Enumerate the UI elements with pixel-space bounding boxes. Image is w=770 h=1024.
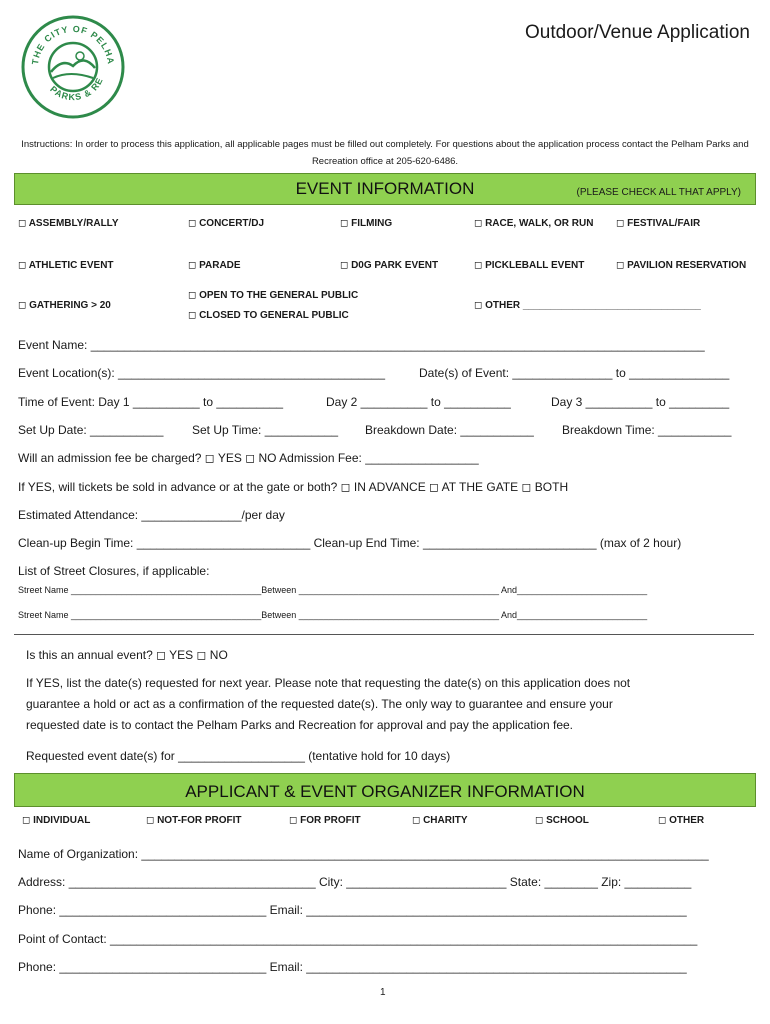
checkbox-other-applicant[interactable]: ◻ OTHER [658,815,705,826]
cleanup-field[interactable]: Clean-up Begin Time: __________________________ Clean-up End Time: __________________________ (max of 2 hour) [18,536,682,550]
checkbox-closed-public[interactable]: ◻ CLOSED TO GENERAL PUBLIC [188,310,349,321]
organization-field[interactable]: Name of Organization: _____________________________________________________________________________________ [18,847,709,861]
requested-dates-field[interactable]: Requested event date(s) for ___________________ (tentative hold for 10 days) [26,749,451,763]
phone-email-field-2[interactable]: Phone: _______________________________ Email: _________________________________________________________ [18,960,687,974]
annual-paragraph-line-2: guarantee a hold or act as a confirmation of the requested date(s). The only way to guarantee and ensure your [26,697,613,711]
checkbox-open-public[interactable]: ◻ OPEN TO THE GENERAL PUBLIC [188,290,359,301]
checkbox-gathering[interactable]: ◻ GATHERING > 20 [18,300,111,311]
checkbox-race[interactable]: ◻ RACE, WALK, OR RUN [474,218,594,229]
checkbox-pavilion[interactable]: ◻ PAVILION RESERVATION [616,260,747,271]
page-number: 1 [380,987,386,998]
event-info-title: EVENT INFORMATION [295,179,475,198]
checkbox-other-event[interactable]: ◻ OTHER ________________________________ [474,300,701,311]
address-field[interactable]: Address: _____________________________________ City: ________________________ State: ________ Zip: __________ [18,875,692,889]
applicant-header [14,773,756,807]
checkbox-dog-park[interactable]: ◻ D0G PARK EVENT [340,260,439,271]
checkbox-for-profit[interactable]: ◻ FOR PROFIT [289,815,361,826]
event-info-note: (PLEASE CHECK ALL THAT APPLY) [576,187,741,198]
time-day1-field[interactable]: Time of Event: Day 1 __________ to __________ [18,395,284,409]
event-location-field[interactable]: Event Location(s): ________________________________________ [18,366,386,380]
checkbox-assembly[interactable]: ◻ ASSEMBLY/RALLY [18,218,119,229]
street-closure-row-2[interactable]: Street Name ______________________________________Between ________________________________________ And__________________________ [18,610,648,620]
event-dates-field[interactable]: Date(s) of Event: _______________ to _______________ [419,366,730,380]
time-day2-field[interactable]: Day 2 __________ to __________ [326,395,511,409]
time-day3-field[interactable]: Day 3 __________ to _________ [551,395,730,409]
annual-paragraph-line-3: requested date is to contact the Pelham Parks and Recreation for approval and pay the application fee. [26,718,574,732]
logo-text-bottom: PARKS & RE [48,75,106,103]
checkbox-school[interactable]: ◻ SCHOOL [535,815,589,826]
setup-date-field[interactable]: Set Up Date: ___________ [18,423,164,437]
breakdown-date-field[interactable]: Breakdown Date: ___________ [365,423,534,437]
event-name-field[interactable]: Event Name: ____________________________________________________________________________________________ [18,338,705,352]
checkbox-athletic[interactable]: ◻ ATHLETIC EVENT [18,260,114,271]
point-of-contact-field[interactable]: Point of Contact: ________________________________________________________________________________________ [18,932,698,946]
logo-text-top: THE CITY OF PELHA [29,23,117,66]
checkbox-festival[interactable]: ◻ FESTIVAL/FAIR [616,218,701,229]
annual-event-question[interactable]: Is this an annual event? ◻ YES ◻ NO [26,648,228,662]
attendance-field[interactable]: Estimated Attendance: _______________/per day [18,508,285,522]
checkbox-pickleball[interactable]: ◻ PICKLEBALL EVENT [474,260,585,271]
checkbox-not-for-profit[interactable]: ◻ NOT-FOR PROFIT [146,815,242,826]
setup-time-field[interactable]: Set Up Time: ___________ [192,423,339,437]
svg-text:THE CITY OF PELHAM [20,14,116,65]
city-logo [20,14,126,120]
annual-paragraph-line-1: If YES, list the date(s) requested for next year. Please note that requesting the date(s) on this application does not [26,676,631,690]
checkbox-filming[interactable]: ◻ FILMING [340,218,393,229]
checkbox-charity[interactable]: ◻ CHARITY [412,815,468,826]
applicant-title: APPLICANT & EVENT ORGANIZER INFORMATION [185,782,585,801]
street-closure-row-1[interactable]: Street Name ______________________________________Between ________________________________________ And__________________________ [18,585,648,595]
checkbox-individual[interactable]: ◻ INDIVIDUAL [22,815,91,826]
page-title: Outdoor/Venue Application [524,22,750,43]
tickets-field[interactable]: If YES, will tickets be sold in advance or at the gate or both? ◻ IN ADVANCE ◻ AT THE GATE ◻ BOTH [18,480,569,494]
event-info-header [14,173,756,205]
admission-fee-field[interactable]: Will an admission fee be charged? ◻ YES ◻ NO Admission Fee: _________________ [18,451,479,465]
checkbox-parade[interactable]: ◻ PARADE [188,260,241,271]
breakdown-time-field[interactable]: Breakdown Time: ___________ [562,423,732,437]
street-closures-label: List of Street Closures, if applicable: [18,564,210,578]
phone-email-field-1[interactable]: Phone: _______________________________ Email: _________________________________________________________ [18,903,687,917]
checkbox-concert[interactable]: ◻ CONCERT/DJ [188,218,265,229]
instructions: Instructions: In order to process this application, all applicable pages must be filled out completely. For questions about the application process contact the Pelham Parks and Recreation office at 205-620-6486. [21,139,749,167]
section-divider [14,634,754,635]
